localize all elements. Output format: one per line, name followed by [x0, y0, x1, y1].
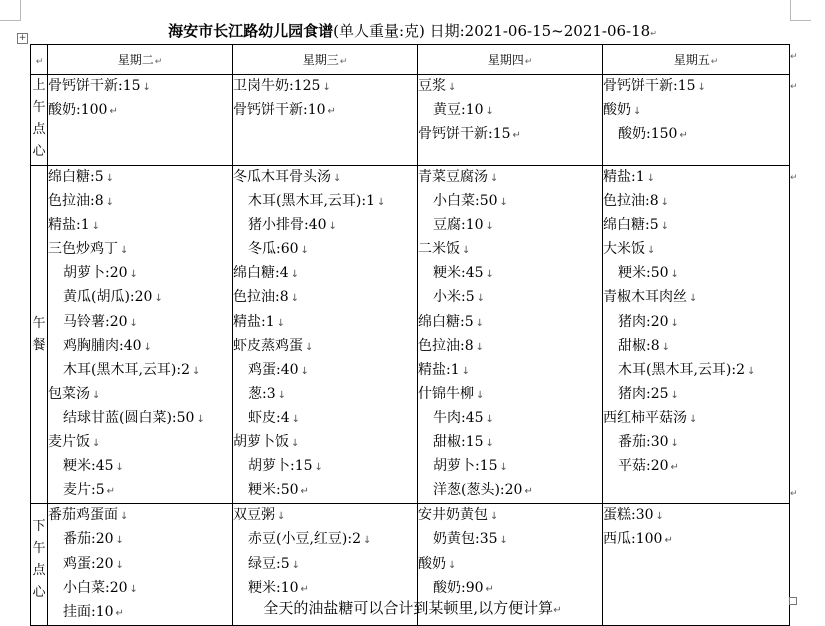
menu-item — [48, 504, 232, 528]
menu-item-text: 二米饭 — [418, 241, 460, 258]
menu-item — [48, 553, 232, 577]
menu-item-text: 色拉油:8 — [48, 193, 104, 210]
line-break-mark-icon: ↓ — [300, 245, 309, 257]
meal-label-char: 午 — [32, 315, 46, 331]
line-break-mark-icon: ↓ — [276, 317, 286, 329]
meal-row-morning-snack — [31, 75, 790, 166]
menu-item — [48, 166, 232, 190]
menu-item — [418, 286, 602, 310]
menu-item-text: 绵白糖:4 — [233, 265, 289, 282]
menu-item-text: 虾皮:4 — [248, 409, 290, 426]
menu-item — [48, 238, 232, 262]
line-break-mark-icon: ↓ — [120, 245, 129, 257]
line-break-mark-icon: ↓ — [490, 511, 499, 523]
meal-label-char: 下 — [32, 519, 46, 535]
menu-item — [233, 359, 417, 383]
line-break-mark-icon: ↓ — [192, 365, 201, 377]
menu-item-text: 番茄鸡蛋面 — [48, 507, 118, 524]
line-break-mark-icon: ↓ — [196, 413, 205, 425]
row-end-mark-icon: ↵ — [790, 489, 798, 499]
line-break-mark-icon: ↓ — [670, 269, 679, 281]
menu-item — [233, 75, 417, 99]
menu-item-text: 安井奶黄包 — [418, 507, 488, 524]
menu-item-text: 甜椒:15 — [433, 434, 484, 451]
menu-item-text: 豆浆 — [418, 78, 446, 94]
menu-item-text: 粳米:50 — [618, 265, 669, 282]
menu-cell — [233, 166, 418, 504]
menu-item-text: 木耳(黑木耳,云耳):2 — [63, 361, 190, 378]
line-break-mark-icon: ↓ — [377, 197, 386, 209]
menu-item — [603, 455, 789, 479]
menu-item-text: 鸡蛋:40 — [248, 361, 299, 378]
menu-item — [603, 335, 789, 359]
menu-item-text: 绵白糖:5 — [418, 313, 474, 330]
menu-item-text: 小白菜:50 — [433, 193, 498, 210]
menu-item — [233, 553, 417, 577]
line-break-mark-icon: ↓ — [328, 221, 337, 233]
line-break-mark-icon: ↓ — [485, 438, 494, 450]
menu-item-text: 豆腐:10 — [433, 217, 484, 234]
line-break-mark-icon: ↓ — [499, 197, 508, 209]
line-break-mark-icon: ↓ — [490, 173, 499, 184]
line-break-mark-icon: ↓ — [322, 82, 331, 93]
menu-cell — [603, 75, 790, 166]
menu-item-text: 挂面:10 — [63, 603, 114, 620]
paragraph-mark-icon: ↵ — [485, 583, 494, 595]
line-break-mark-icon: ↓ — [670, 438, 679, 450]
line-break-mark-icon: ↓ — [314, 462, 323, 474]
page-corner-mark — [790, 0, 811, 21]
menu-item-text: 洋葱(葱头):20 — [433, 482, 523, 499]
paragraph-mark-icon: ↵ — [106, 486, 116, 498]
menu-item — [48, 286, 232, 310]
menu-item — [418, 190, 602, 214]
menu-item — [603, 99, 789, 123]
menu-item-text: 葱:3 — [248, 385, 276, 402]
menu-cell — [603, 166, 790, 504]
line-break-mark-icon: ↓ — [499, 535, 508, 547]
menu-item-text: 色拉油:8 — [603, 193, 659, 210]
menu-item — [603, 238, 789, 262]
meal-label-char: 心 — [32, 585, 46, 601]
line-break-mark-icon: ↓ — [660, 221, 670, 233]
menu-item-text: 结球甘蓝(圆白菜):50 — [63, 409, 195, 426]
menu-item-text: 胡萝卜饭 — [233, 434, 289, 451]
day-header: 星期三↵ — [233, 45, 418, 75]
menu-item — [603, 431, 789, 455]
menu-item-text: 胡萝卜:20 — [63, 265, 128, 282]
line-break-mark-icon: ↓ — [290, 293, 300, 305]
menu-cell — [48, 166, 233, 504]
line-break-mark-icon: ↓ — [115, 535, 124, 547]
menu-item — [603, 166, 789, 190]
menu-item-text: 色拉油:8 — [233, 289, 289, 306]
menu-item — [233, 479, 417, 503]
menu-item — [48, 75, 232, 99]
line-break-mark-icon: ↓ — [670, 389, 679, 401]
line-break-mark-icon: ↓ — [363, 535, 372, 547]
line-break-mark-icon: ↓ — [277, 389, 287, 401]
menu-item — [603, 359, 789, 383]
menu-item-text: 麦片饭 — [48, 434, 90, 451]
line-break-mark-icon: ↓ — [655, 511, 664, 523]
line-break-mark-icon: ↓ — [142, 82, 151, 93]
menu-item-text: 精盐:1 — [418, 361, 460, 378]
line-break-mark-icon: ↓ — [129, 583, 138, 595]
menu-item-text: 绵白糖:5 — [603, 217, 659, 234]
cell-end-mark-icon: ↵ — [35, 56, 44, 67]
paragraph-mark-icon: ↵ — [650, 29, 657, 38]
menu-item-text: 骨钙饼干新:15 — [603, 78, 696, 94]
menu-item — [233, 190, 417, 214]
menu-item-text: 牛肉:45 — [433, 409, 484, 426]
menu-item-text: 包菜汤 — [48, 385, 90, 402]
menu-item — [48, 262, 232, 286]
menu-item — [233, 214, 417, 238]
menu-item — [233, 335, 417, 359]
meal-label — [31, 75, 48, 166]
menu-item — [233, 99, 417, 123]
menu-item — [418, 383, 602, 407]
menu-item-text: 色拉油:8 — [418, 337, 474, 354]
menu-item — [418, 479, 602, 503]
menu-item — [603, 262, 789, 286]
menu-item-text: 粳米:10 — [248, 579, 299, 596]
menu-item-text: 绵白糖:5 — [48, 169, 104, 185]
menu-item-text: 猪肉:20 — [618, 313, 669, 330]
menu-item-text: 奶黄包:35 — [433, 531, 498, 548]
menu-cell — [418, 166, 603, 504]
menu-item — [418, 238, 602, 262]
menu-item-text: 双豆粥 — [233, 507, 275, 524]
line-break-mark-icon: ↓ — [485, 221, 494, 233]
menu-item — [233, 431, 417, 455]
menu-item — [603, 528, 789, 552]
line-break-mark-icon: ↓ — [92, 389, 101, 401]
row-end-mark-icon: ↵ — [790, 52, 798, 62]
menu-item-text: 酸奶:150 — [618, 126, 678, 143]
row-end-mark-icon: ↵ — [790, 82, 798, 92]
line-break-mark-icon: ↓ — [291, 438, 300, 450]
menu-item — [603, 214, 789, 238]
menu-item-text: 赤豆(小豆,红豆):2 — [248, 531, 361, 548]
menu-item-text: 什锦牛柳 — [418, 385, 474, 402]
paragraph-mark-icon: ↵ — [679, 130, 688, 142]
menu-item-text: 平菇:20 — [618, 458, 669, 475]
menu-cell — [48, 75, 233, 166]
menu-item — [418, 311, 602, 335]
menu-item-text: 三色炒鸡丁 — [48, 241, 118, 258]
menu-item — [233, 455, 417, 479]
table-resize-handle[interactable] — [789, 597, 797, 605]
line-break-mark-icon: ↓ — [115, 462, 124, 474]
line-break-mark-icon: ↓ — [461, 365, 471, 377]
menu-item — [603, 504, 789, 528]
menu-item — [418, 262, 602, 286]
line-break-mark-icon: ↓ — [633, 106, 642, 118]
menu-item-text: 酸奶 — [418, 555, 446, 572]
line-break-mark-icon: ↓ — [105, 197, 115, 209]
menu-item-text: 胡萝卜:15 — [433, 458, 498, 475]
line-break-mark-icon: ↓ — [462, 245, 471, 257]
menu-item — [48, 383, 232, 407]
line-break-mark-icon: ↓ — [448, 82, 457, 93]
menu-item — [233, 311, 417, 335]
menu-item-text: 猪肉:25 — [618, 385, 669, 402]
menu-item — [603, 75, 789, 99]
menu-item-text: 甜椒:8 — [618, 337, 660, 354]
menu-item — [418, 553, 602, 577]
menu-item-text: 卫岗牛奶:125 — [233, 78, 321, 94]
menu-cell — [233, 75, 418, 166]
table-move-handle-icon[interactable]: + — [18, 33, 27, 43]
menu-item-text: 酸奶 — [603, 102, 631, 119]
line-break-mark-icon: ↓ — [689, 293, 698, 305]
line-break-mark-icon: ↓ — [92, 438, 101, 450]
menu-item-text: 黄瓜(胡瓜):20 — [63, 289, 153, 306]
menu-cell — [418, 75, 603, 166]
menu-item-text: 粳米:45 — [433, 265, 484, 282]
meal-label-char: 心 — [32, 144, 46, 159]
menu-item — [418, 407, 602, 431]
menu-item-text: 冬瓜:60 — [248, 241, 299, 258]
paragraph-mark-icon: ↵ — [300, 486, 309, 498]
line-break-mark-icon: ↓ — [143, 341, 152, 353]
menu-item — [233, 262, 417, 286]
menu-item-text: 黄豆:10 — [433, 102, 484, 119]
menu-item-text: 粳米:50 — [248, 482, 299, 499]
menu-item — [418, 214, 602, 238]
menu-item — [603, 286, 789, 310]
line-break-mark-icon: ↓ — [91, 221, 101, 233]
meal-label-char: 午 — [32, 541, 46, 557]
menu-item — [418, 431, 602, 455]
line-break-mark-icon: ↓ — [305, 341, 314, 353]
page-corner-mark — [0, 0, 21, 21]
menu-item — [48, 528, 232, 552]
menu-item-text: 青菜豆腐汤 — [418, 169, 488, 185]
menu-item-text: 粳米:45 — [63, 458, 114, 475]
menu-item — [603, 190, 789, 214]
menu-item-text: 番茄:30 — [618, 434, 669, 451]
line-break-mark-icon: ↓ — [670, 317, 679, 329]
menu-item — [418, 528, 602, 552]
menu-item-text: 绿豆:5 — [248, 555, 290, 572]
line-break-mark-icon: ↓ — [448, 559, 457, 571]
line-break-mark-icon: ↓ — [499, 462, 508, 474]
menu-item-text: 骨钙饼干新:10 — [233, 102, 326, 119]
line-break-mark-icon: ↓ — [129, 269, 138, 281]
menu-item — [233, 286, 417, 310]
title-date-range: (单人重量:克) 日期:2021-06-15~2021-06-18 — [333, 22, 651, 40]
menu-item — [233, 383, 417, 407]
line-break-mark-icon: ↓ — [105, 173, 115, 184]
line-break-mark-icon: ↓ — [485, 413, 494, 425]
menu-item-text: 青椒木耳肉丝 — [603, 289, 687, 306]
header-row — [31, 45, 790, 75]
line-break-mark-icon: ↓ — [476, 389, 485, 401]
menu-item-text: 大米饭 — [603, 241, 645, 258]
menu-item-text: 骨钙饼干新:15 — [418, 126, 511, 143]
line-break-mark-icon: ↓ — [475, 317, 485, 329]
menu-item — [48, 335, 232, 359]
line-break-mark-icon: ↓ — [747, 365, 756, 377]
line-break-mark-icon: ↓ — [290, 269, 300, 281]
line-break-mark-icon: ↓ — [647, 245, 656, 257]
meal-label — [31, 166, 48, 504]
menu-item-text: 骨钙饼干新:15 — [48, 78, 141, 94]
line-break-mark-icon: ↓ — [291, 559, 301, 571]
menu-item-text: 西瓜:100 — [603, 531, 663, 548]
line-break-mark-icon: ↓ — [485, 269, 494, 281]
menu-item — [603, 311, 789, 335]
menu-item-text: 木耳(黑木耳,云耳):1 — [248, 193, 375, 210]
day-header: 星期二↵ — [48, 45, 233, 75]
menu-item — [48, 311, 232, 335]
footer-note: 全天的油盐糖可以合计到某顿里,以方便计算↵ — [263, 599, 562, 617]
menu-item — [603, 407, 789, 431]
menu-item — [418, 504, 602, 528]
menu-item — [418, 335, 602, 359]
row-end-mark-icon: ↵ — [790, 173, 798, 183]
menu-item-text: 胡萝卜:15 — [248, 458, 313, 475]
line-break-mark-icon: ↓ — [277, 511, 286, 523]
menu-item-text: 猪小排骨:40 — [248, 217, 327, 234]
paragraph-mark-icon: ↵ — [524, 486, 533, 498]
menu-item — [48, 431, 232, 455]
meal-label-char: 点 — [32, 122, 46, 137]
menu-item — [603, 383, 789, 407]
menu-item-text: 小白菜:20 — [63, 579, 128, 596]
paragraph-mark-icon: ↵ — [109, 106, 118, 118]
line-break-mark-icon: ↓ — [485, 106, 494, 118]
menu-item — [603, 123, 789, 147]
menu-item-text: 马铃薯:20 — [63, 313, 128, 330]
line-break-mark-icon: ↓ — [115, 559, 124, 571]
meal-row-lunch — [31, 166, 790, 504]
paragraph-mark-icon: ↵ — [664, 535, 673, 547]
menu-item — [418, 123, 602, 147]
meal-label-char: 午 — [32, 100, 46, 115]
menu-item — [48, 455, 232, 479]
menu-item — [48, 479, 232, 503]
menu-item-text: 精盐:1 — [48, 217, 90, 234]
menu-item-text: 小米:5 — [433, 289, 475, 306]
kindergarten-name: 海安市长江路幼儿园食谱 — [168, 22, 334, 40]
line-break-mark-icon: ↓ — [129, 317, 138, 329]
line-break-mark-icon: ↓ — [646, 173, 656, 184]
paragraph-mark-icon: ↵ — [300, 583, 309, 595]
menu-item-text: 虾皮蒸鸡蛋 — [233, 337, 303, 354]
paragraph-mark-icon: ↵ — [115, 607, 124, 619]
meal-label-char: 上 — [32, 78, 46, 93]
menu-item-text: 鸡胸脯肉:40 — [63, 337, 142, 354]
line-break-mark-icon: ↓ — [333, 173, 342, 184]
paragraph-mark-icon: ↵ — [512, 130, 521, 142]
menu-item-text: 鸡蛋:20 — [63, 555, 114, 572]
line-break-mark-icon: ↓ — [291, 413, 301, 425]
day-header: 星期五↵ — [603, 45, 790, 75]
menu-item — [418, 359, 602, 383]
menu-item-text: 酸奶:90 — [433, 579, 484, 596]
line-break-mark-icon: ↓ — [661, 341, 671, 353]
corner-cell — [31, 45, 48, 75]
menu-item — [233, 528, 417, 552]
line-break-mark-icon: ↓ — [475, 341, 485, 353]
menu-item-text: 精盐:1 — [603, 169, 645, 185]
menu-item-text: 冬瓜木耳骨头汤 — [233, 169, 331, 185]
menu-item-text: 蛋糕:30 — [603, 507, 654, 524]
menu-item — [418, 166, 602, 190]
meal-label-char: 餐 — [32, 337, 46, 353]
menu-item — [233, 166, 417, 190]
menu-item — [233, 504, 417, 528]
menu-item — [418, 75, 602, 99]
line-break-mark-icon: ↓ — [154, 293, 163, 305]
line-break-mark-icon: ↓ — [476, 293, 486, 305]
line-break-mark-icon: ↓ — [697, 82, 706, 93]
menu-table — [30, 44, 790, 626]
menu-item-text: 麦片:5 — [63, 482, 105, 499]
menu-item — [48, 407, 232, 431]
menu-item-text: 酸奶:100 — [48, 102, 108, 119]
menu-title — [0, 21, 825, 44]
line-break-mark-icon: ↓ — [300, 365, 309, 377]
menu-item — [418, 99, 602, 123]
day-header: 星期四↵ — [418, 45, 603, 75]
meal-label-char: 点 — [32, 563, 46, 579]
line-break-mark-icon: ↓ — [120, 511, 129, 523]
paragraph-mark-icon: ↵ — [327, 106, 336, 118]
menu-item-text: 西红柿平菇汤 — [603, 409, 687, 426]
menu-item — [233, 238, 417, 262]
menu-item — [418, 455, 602, 479]
menu-item — [48, 359, 232, 383]
menu-item — [48, 190, 232, 214]
line-break-mark-icon: ↓ — [689, 413, 698, 425]
menu-item-text: 精盐:1 — [233, 313, 275, 330]
menu-item-text: 木耳(黑木耳,云耳):2 — [618, 361, 745, 378]
menu-item — [233, 407, 417, 431]
menu-item — [48, 99, 232, 123]
menu-item-text: 番茄:20 — [63, 531, 114, 548]
menu-item — [48, 214, 232, 238]
paragraph-mark-icon: ↵ — [670, 462, 679, 474]
line-break-mark-icon: ↓ — [660, 197, 670, 209]
